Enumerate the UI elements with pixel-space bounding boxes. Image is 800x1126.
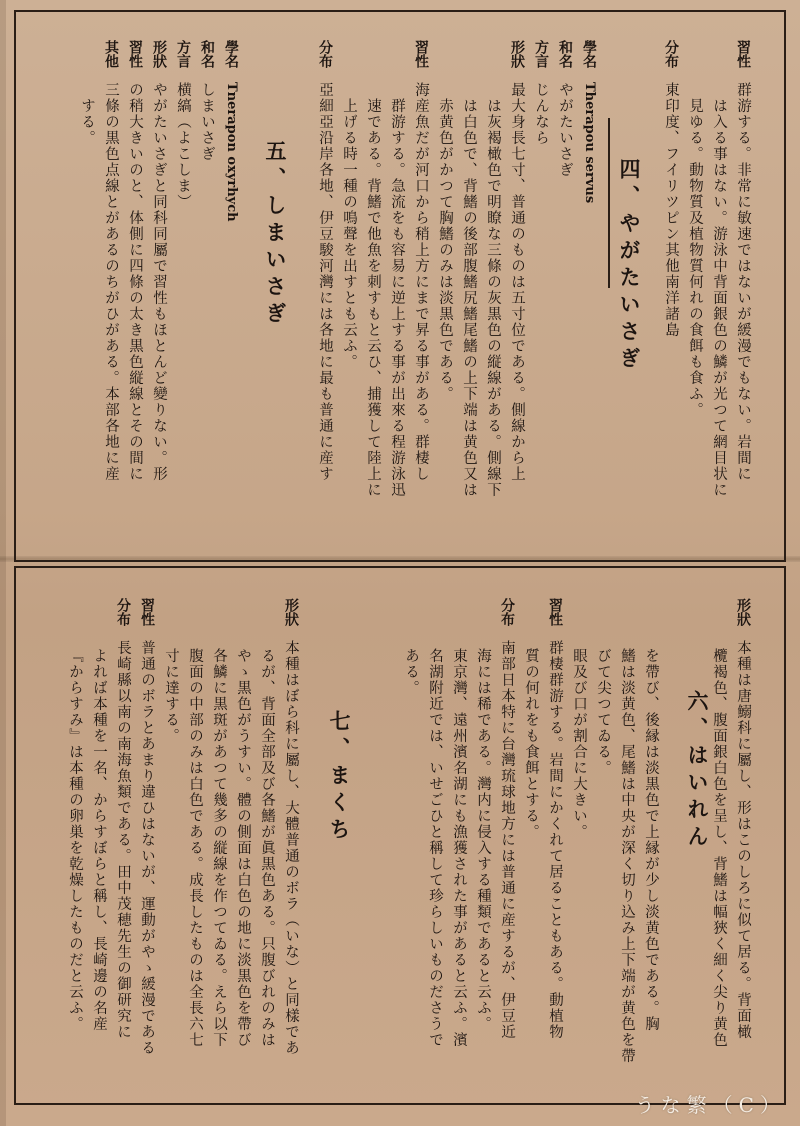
hogen-row-5: 方言横縞（よこしま） <box>175 40 191 210</box>
watermark: うな繁（C） <box>634 1093 786 1117</box>
makuchi-line-2: やゝ黒色がうすい。體の側面は白色の地に淡黒色を帶び <box>235 648 251 1048</box>
section-7-title: 七、まくち <box>327 710 352 845</box>
cont-col-2: は入る事はない。游泳中背面銀色の鱗が光つて網目状に <box>711 98 727 498</box>
makuchi-line-6: 習性普通のボラとあまり違ひはないが、運動がやゝ緩漫である <box>139 598 155 1056</box>
sci-row-4: 學名Therapou servus <box>581 40 597 204</box>
hairen-line-3: 鰭は淡黄色、尾鰭は中央が深く切り込み上下端が黄色を帶 <box>619 648 635 1064</box>
cont-col-4: 分布東印度、フイリツピン其他南洋諸島 <box>663 40 679 338</box>
section-6-title: 六、はいれん <box>685 690 710 852</box>
hairen-line-10: 東京灣、遠州濱名湖にも漁獲された事があると云ふ。濱 <box>451 648 467 1048</box>
hairen-line-0: 形狀本種は唐鰯科に屬し、形はこのしろに似て居る。背面橄 <box>735 598 751 1040</box>
hairen-line-1: 欖褐色、腹面銀白色を呈し、背鰭は幅狹く細く尖り黄色 <box>711 648 727 1048</box>
makuchi-line-3: 各鱗に黒斑があつて幾多の縦線を作つてゐる。えら以下 <box>211 648 227 1048</box>
makuchi-line-4: 腹面の中部のみは白色である。成長したものは全長六七 <box>187 648 203 1048</box>
yagatai-line-6: 速である。背鰭で他魚を刺すもと云ひ、捕獲して陸上に <box>365 98 381 498</box>
hairen-line-6: 習性群棲群游する。岩間にかくれて居ることもある。動植物 <box>547 598 563 1040</box>
hogen-row-4: 方言じんなら <box>533 40 549 146</box>
hairen-line-11: 名湖附近では、いせごひと稱して珍らしいものださうで <box>427 648 443 1048</box>
shimai-line-0: 形狀やがたいさぎと同科同屬で習性もほとんど變りない。形 <box>151 40 167 482</box>
cont-col-3: 見ゆる。動物質及植物質何れの食餌も食ふ。 <box>687 98 703 418</box>
hairen-line-7: 質の何れをも食餌とする。 <box>523 648 539 840</box>
yagatai-line-4: 習性海産魚だが河口から稍上方にまで昇る事がある。群棲し <box>413 40 429 482</box>
sci-row-5: 學名Tnerapon oxyrhych <box>223 40 239 222</box>
hairen-line-9: 海には稀である。灣内に侵入する種類であると云ふ。 <box>475 648 491 1032</box>
makuchi-line-5: 寸に達する。 <box>163 648 179 744</box>
hairen-line-12: ある。 <box>403 648 419 696</box>
shimai-line-3: する。 <box>79 98 95 146</box>
shimai-line-2: 其他三條の黒色点線とがあるのちがひがある。本部各地に産 <box>103 40 119 482</box>
hairen-line-2: を帶び、後縁は淡黒色で上縁が少し淡黄色である。胸 <box>643 648 659 1032</box>
wamei-row-4: 和名やがたいさぎ <box>557 40 573 178</box>
shimai-line-1: 習性の稍大きいのと、体側に四條の太き黒色縦線とその間に <box>127 40 143 482</box>
yagatai-line-8: 分布亞細亞沿岸各地、伊豆駿河灣には各地に最も普通に産す <box>317 40 333 482</box>
wamei-row-5: 和名しまいさぎ <box>199 40 215 162</box>
makuchi-line-9: 『からすみ』は本種の卵巣を乾燥したものだと云ふ。 <box>67 648 83 1032</box>
makuchi-line-0: 形狀本種はぼら科に屬し、大體普通のボラ（いな）と同樣であ <box>283 598 299 1056</box>
makuchi-line-7: 分布長崎縣以南の南海魚類である。田中茂穂先生の御研究に <box>115 598 131 1040</box>
divider-rule <box>608 118 610 288</box>
section-5-title: 五、しまいさぎ <box>263 140 288 329</box>
hairen-line-4: びて尖つてゐる。 <box>595 648 611 776</box>
yagatai-line-3: 赤黄色がかつて胸鰭のみは淡黒色である。 <box>437 98 453 402</box>
hairen-line-5: 眼及び口が割合に大きい。 <box>571 648 587 840</box>
yagatai-line-1: は灰褐橄色で明瞭な三條の灰黒色の縦線がある。側線下 <box>485 98 501 498</box>
yagatai-line-0: 形狀最大身長七寸、普通のものは五寸位である。側線から上 <box>509 40 525 482</box>
paper-fold-vertical <box>0 0 6 1126</box>
hairen-line-8: 分布南部日本特に台灣琉球地方には普通に産するが、伊豆近 <box>499 598 515 1040</box>
yagatai-line-5: 群游する。急流をも容易に逆上する事が出來る程游泳迅 <box>389 98 405 498</box>
makuchi-line-1: るが、背面全部及び各鰭が眞黒色ある。只腹びれのみは <box>259 648 275 1048</box>
cont-col-1: 習性群游する。非常に敏速ではないが緩漫でもない。岩間に <box>735 40 751 482</box>
yagatai-line-2: は白色で、背鰭の後部腹鰭尻鰭尾鰭の上下端は黄色又は <box>461 98 477 498</box>
section-4-title: 四、やがたいさぎ <box>617 158 642 374</box>
yagatai-line-7: 上げる時一種の鳴聲を出すとも云ふ。 <box>341 98 357 370</box>
makuchi-line-8: よれば本種を一名、からすぼらと稱し、長崎邊の名産 <box>91 648 107 1032</box>
